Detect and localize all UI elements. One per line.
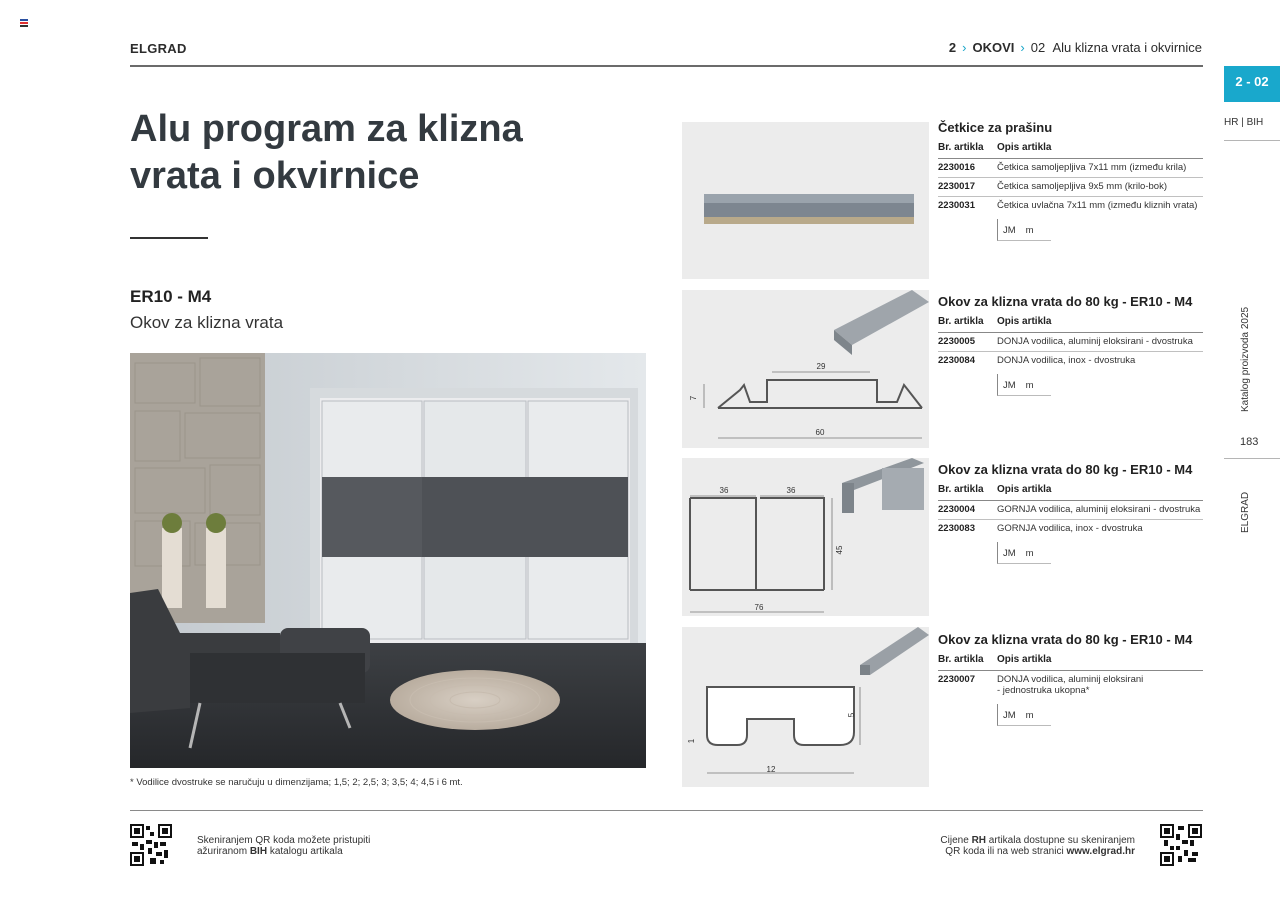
footer-line bbox=[940, 835, 1135, 846]
article-code: 2230031 bbox=[938, 200, 975, 211]
unit-box bbox=[997, 374, 1051, 396]
table-header bbox=[938, 484, 1203, 501]
side-divider bbox=[1224, 458, 1280, 459]
section-title: Okov za klizna vrata do 80 kg - ER10 - M4 bbox=[938, 632, 1193, 647]
footer-right-text bbox=[940, 835, 1135, 857]
footer-left-text bbox=[197, 835, 370, 857]
column-header: Opis artikla bbox=[997, 484, 1052, 495]
column-header: Opis artikla bbox=[997, 316, 1052, 327]
single-rail-drawing bbox=[682, 627, 929, 787]
dimension-label: 12 bbox=[766, 765, 776, 774]
brush-image bbox=[682, 122, 929, 279]
dimension-label: 5 bbox=[847, 712, 856, 718]
article-desc: Četkica samoljepljiva 9x5 mm (krilo-bok) bbox=[997, 181, 1167, 192]
chapter-tab[interactable]: 2 - 02 bbox=[1224, 66, 1280, 102]
table-row bbox=[938, 501, 1203, 520]
footer-line bbox=[197, 846, 370, 857]
footer-bold: RH bbox=[971, 835, 987, 846]
footer-text: artikala dostupne su skeniranjem bbox=[986, 835, 1135, 846]
table-row bbox=[938, 197, 1203, 215]
section-title: Četkice za prašinu bbox=[938, 120, 1053, 135]
crumb-section[interactable]: OKOVI bbox=[972, 40, 1015, 55]
article-desc: GORNJA vodilica, aluminij eloksirani - dvostruka bbox=[997, 504, 1201, 515]
table-row bbox=[938, 178, 1203, 197]
article-code: 2230017 bbox=[938, 181, 975, 192]
section-title: Okov za klizna vrata do 80 kg - ER10 - M4 bbox=[938, 294, 1193, 309]
article-desc bbox=[997, 674, 1203, 696]
column-header: Br. artikla bbox=[938, 142, 984, 153]
footer-text: katalogu artikala bbox=[267, 846, 343, 857]
side-brand: ELGRAD bbox=[1240, 491, 1251, 533]
article-code: 2230084 bbox=[938, 355, 975, 366]
article-desc: Četkica uvlačna 7x11 mm (između kliznih vrata) bbox=[997, 200, 1198, 211]
qr-code-icon[interactable] bbox=[1160, 824, 1202, 866]
dimension-label: 36 bbox=[719, 486, 729, 495]
article-desc: GORNJA vodilica, inox - dvostruka bbox=[997, 523, 1143, 534]
wardrobe-photo bbox=[130, 353, 646, 768]
unit-value: m bbox=[1025, 380, 1034, 391]
website-link[interactable]: www.elgrad.hr bbox=[1066, 846, 1135, 857]
unit-label: JM bbox=[1003, 380, 1016, 391]
section-bottom-rail bbox=[938, 294, 1203, 396]
title-line: vrata i okvirnice bbox=[130, 155, 420, 197]
dimension-label: 60 bbox=[815, 428, 825, 437]
top-rail-drawing bbox=[682, 458, 929, 616]
table-header bbox=[938, 654, 1203, 671]
article-code: 2230083 bbox=[938, 523, 975, 534]
logo-mark bbox=[20, 19, 28, 27]
side-divider bbox=[1224, 140, 1280, 141]
language-label: HR | BIH bbox=[1224, 117, 1264, 128]
chevron-right-icon: › bbox=[962, 40, 967, 55]
brand-name: ELGRAD bbox=[130, 41, 187, 56]
crumb-section-num[interactable]: 2 bbox=[948, 40, 957, 55]
article-desc-line: - jednostruka ukopna* bbox=[997, 685, 1090, 696]
unit-label: JM bbox=[1003, 710, 1016, 721]
dimension-label: 45 bbox=[835, 545, 844, 555]
article-code: 2230004 bbox=[938, 504, 975, 515]
chevron-right-icon: › bbox=[1020, 40, 1025, 55]
table-row bbox=[938, 159, 1203, 178]
unit-value: m bbox=[1025, 225, 1034, 236]
footer-bold: BIH bbox=[249, 846, 268, 857]
brush-illustration bbox=[682, 122, 929, 279]
article-desc: DONJA vodilica, inox - dvostruka bbox=[997, 355, 1136, 366]
dimension-label: 7 bbox=[689, 395, 698, 401]
article-desc-line: DONJA vodilica, aluminij eloksirani bbox=[997, 674, 1144, 685]
article-code: 2230016 bbox=[938, 162, 975, 173]
footer-text: ažuriranom bbox=[197, 846, 250, 857]
column-header: Opis artikla bbox=[997, 654, 1052, 665]
top-rail-image bbox=[682, 458, 929, 616]
article-code: 2230005 bbox=[938, 336, 975, 347]
dimension-label: 36 bbox=[786, 486, 796, 495]
section-top-rail bbox=[938, 462, 1203, 564]
qr-code-icon[interactable] bbox=[130, 824, 172, 866]
title-line: Alu program za klizna bbox=[130, 108, 523, 150]
single-rail-image bbox=[682, 627, 929, 787]
unit-label: JM bbox=[1003, 225, 1016, 236]
section-brushes bbox=[938, 120, 1203, 241]
page-title bbox=[130, 106, 523, 200]
table-header bbox=[938, 142, 1203, 159]
article-desc: Četkica samoljepljiva 7x11 mm (između krila) bbox=[997, 162, 1187, 173]
footnote: * Vodilice dvostruke se naručuju u dimenzijama; 1,5; 2; 2,5; 3; 3,5; 4; 4,5 i 6 mt. bbox=[130, 777, 463, 788]
column-header: Br. artikla bbox=[938, 484, 984, 495]
page-number: 183 bbox=[1240, 436, 1259, 448]
table-row bbox=[938, 333, 1203, 352]
column-header: Opis artikla bbox=[997, 142, 1052, 153]
header-divider bbox=[130, 65, 1203, 67]
product-subtitle: Okov za klizna vrata bbox=[130, 313, 284, 332]
table-row bbox=[938, 520, 1203, 538]
unit-value: m bbox=[1025, 710, 1034, 721]
title-rule bbox=[130, 237, 208, 239]
article-code: 2230007 bbox=[938, 674, 975, 685]
table-header bbox=[938, 316, 1203, 333]
unit-box bbox=[997, 704, 1051, 726]
footer-line: Skeniranjem QR koda možete pristupiti bbox=[197, 835, 371, 846]
product-code: ER10 - M4 bbox=[130, 287, 212, 306]
column-header: Br. artikla bbox=[938, 316, 984, 327]
unit-label: JM bbox=[1003, 548, 1016, 559]
breadcrumb bbox=[949, 40, 1202, 55]
crumb-sub[interactable]: Alu klizna vrata i okvirnice bbox=[1052, 40, 1202, 55]
section-title: Okov za klizna vrata do 80 kg - ER10 - M4 bbox=[938, 462, 1193, 477]
interior-illustration bbox=[130, 353, 646, 768]
unit-box bbox=[997, 219, 1051, 241]
bottom-rail-image bbox=[682, 290, 929, 448]
article-desc: DONJA vodilica, aluminij eloksirani - dvostruka bbox=[997, 336, 1193, 347]
footer-text: QR koda ili na web stranici bbox=[945, 846, 1067, 857]
crumb-sub-num[interactable]: 02 bbox=[1030, 40, 1046, 55]
column-header: Br. artikla bbox=[938, 654, 984, 665]
catalog-label: Katalog proizvoda 2025 bbox=[1240, 306, 1251, 412]
section-single-rail bbox=[938, 632, 1203, 726]
dimension-label: 1 bbox=[687, 738, 696, 744]
dimension-label: 76 bbox=[754, 603, 764, 612]
dimension-label: 29 bbox=[816, 362, 826, 371]
bottom-rail-drawing bbox=[682, 290, 929, 448]
table-row bbox=[938, 671, 1203, 700]
footer-line bbox=[940, 846, 1135, 857]
footer-text: Cijene bbox=[940, 835, 972, 846]
unit-value: m bbox=[1025, 548, 1034, 559]
footer-divider bbox=[130, 810, 1203, 811]
unit-box bbox=[997, 542, 1051, 564]
table-row bbox=[938, 352, 1203, 370]
